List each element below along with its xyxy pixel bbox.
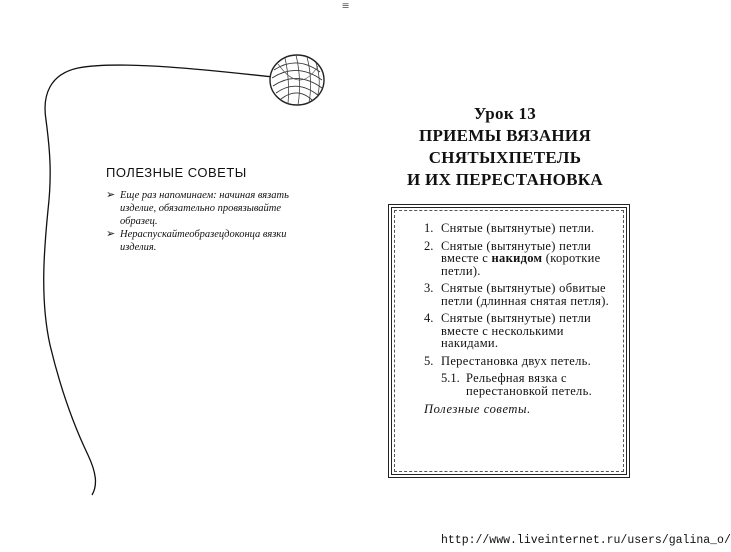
lesson-number: Урок 13: [473, 104, 537, 123]
toc-number: 5.: [424, 353, 434, 368]
toc-text: Рельефная вязка с перестановкой петель.: [466, 371, 593, 398]
toc-item: [424, 282, 624, 307]
toc-text: Снятые (вытянутые) петли.: [441, 221, 595, 235]
section-title-useful-tips: ПОЛЕЗНЫЕ СОВЕТЫ: [106, 165, 247, 180]
toc-number: 5.1.: [441, 371, 460, 385]
toc-useful-tips: Полезные советы.: [424, 402, 531, 416]
toc-number: 1.: [424, 221, 434, 235]
toc-item: [424, 312, 624, 350]
tip-item: [106, 189, 292, 228]
yarn-ball-icon: [270, 55, 324, 105]
lesson-title: [360, 103, 650, 191]
toc-bold-term: накидом: [491, 251, 543, 265]
lesson-title-line: СНЯТЫХПЕТЕЛЬ: [428, 148, 582, 167]
tip-text: Еще раз напоминаем: начиная вязать изделие, обязательно провязывайте образец.: [120, 190, 289, 227]
tip-item: [106, 228, 292, 254]
lesson-contents: [424, 222, 624, 416]
toc-number: 2.: [424, 238, 434, 253]
toc-text: Перестановка двух петель.: [441, 353, 592, 368]
toc-text: Снятые (вытянутые) петли вместе с несколькими накидами.: [441, 311, 591, 350]
toc-text: Снятые (вытянутые) обвитые петли (длинная снятая петля).: [441, 281, 610, 308]
source-url[interactable]: http://www.liveinternet.ru/users/galina_o/: [441, 534, 731, 547]
arrow-bullet-icon: ➢: [106, 228, 116, 240]
toc-item: [424, 240, 624, 278]
lesson-title-line: И ИХ ПЕРЕСТАНОВКА: [406, 170, 604, 189]
toc-subitem: [441, 372, 624, 397]
page-mark: ≡: [342, 0, 350, 13]
toc-number: 3.: [424, 281, 434, 295]
arrow-bullet-icon: ➢: [106, 189, 116, 201]
tip-text: Нераспускайтеобразецдоконца вязки изделия.: [120, 229, 287, 253]
toc-item: [424, 355, 624, 368]
lesson-title-line: ПРИЕМЫ ВЯЗАНИЯ: [418, 126, 592, 145]
toc-number: 4.: [424, 311, 434, 325]
toc-text: Снятые (вытянутые) петли вместе с накидом (короткие петли).: [441, 238, 601, 278]
toc-item: [424, 222, 624, 235]
